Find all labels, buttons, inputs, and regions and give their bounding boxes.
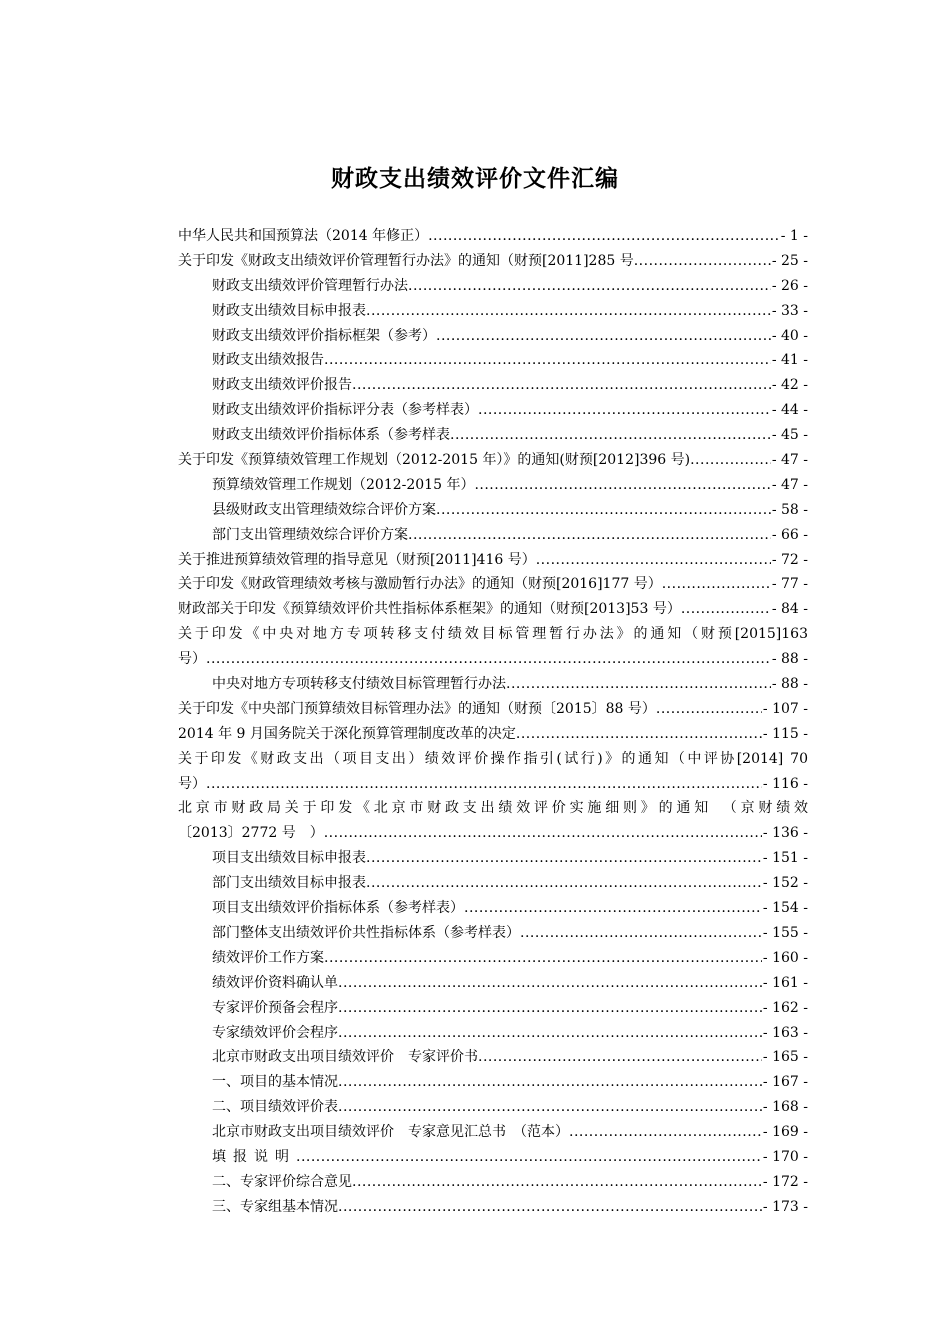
toc-entry-text: 财政支出绩效目标申报表 bbox=[212, 302, 366, 319]
toc-page-number: - 152 - bbox=[762, 875, 808, 892]
dot-leader bbox=[324, 821, 762, 846]
toc-entry[interactable] bbox=[178, 1170, 808, 1195]
dot-leader bbox=[690, 448, 771, 473]
toc-page-number: - 26 - bbox=[771, 277, 808, 294]
toc-entry-text: 中华人民共和国预算法（2014 年修正） bbox=[178, 228, 429, 244]
toc-entry-text: 绩效评价工作方案 bbox=[212, 949, 324, 966]
dot-leader bbox=[634, 249, 771, 274]
toc-entry-text: 部门整体支出绩效评价共性指标体系（参考样表） bbox=[212, 924, 520, 941]
toc-page-number: - 47 - bbox=[771, 452, 808, 469]
toc-entry[interactable] bbox=[178, 548, 808, 573]
toc-page-number: - 84 - bbox=[771, 601, 808, 618]
dot-leader bbox=[536, 548, 771, 573]
toc-entry[interactable] bbox=[178, 846, 808, 871]
toc-entry-text: 预算绩效管理工作规划（2012-2015 年） bbox=[212, 476, 475, 493]
toc-entry-text: 项目支出绩效目标申报表 bbox=[212, 850, 366, 867]
toc-entry-text: 二、专家评价综合意见 bbox=[212, 1173, 352, 1190]
toc-entry-text: 2014 年 9 月国务院关于深化预算管理制度改革的决定 bbox=[178, 725, 516, 742]
toc-entry-text: 财政支出绩效评价管理暂行办法 bbox=[212, 277, 408, 294]
toc-page-number: - 169 - bbox=[762, 1124, 808, 1141]
toc-entry[interactable] bbox=[178, 622, 808, 672]
toc-entry[interactable] bbox=[178, 373, 808, 398]
toc-entry[interactable] bbox=[178, 871, 808, 896]
dot-leader bbox=[516, 722, 762, 747]
toc-page-number: - 136 - bbox=[762, 825, 808, 842]
toc-entry[interactable] bbox=[178, 299, 808, 324]
toc-page-number: - 44 - bbox=[771, 402, 808, 419]
dot-leader bbox=[296, 1145, 762, 1170]
toc-entry-text: 关于推进预算绩效管理的指导意见（财预[2011]416 号） bbox=[178, 551, 536, 568]
dot-leader bbox=[506, 672, 771, 697]
toc-page-number: - 45 - bbox=[771, 427, 808, 444]
toc-page-number: - 72 - bbox=[771, 551, 808, 568]
toc-page-number: - 88 - bbox=[771, 676, 808, 693]
dot-leader bbox=[366, 299, 771, 324]
dot-leader bbox=[569, 1120, 762, 1145]
toc-page-number: - 115 - bbox=[762, 725, 808, 742]
toc-entry[interactable] bbox=[178, 498, 808, 523]
toc-page-number: - 162 - bbox=[762, 999, 808, 1016]
toc-entry[interactable] bbox=[178, 996, 808, 1021]
toc-entry[interactable] bbox=[178, 398, 808, 423]
toc-entry[interactable] bbox=[178, 747, 808, 797]
toc-entry-text: 财政支出绩效评价指标评分表（参考样表） bbox=[212, 402, 478, 419]
toc-page-number: - 58 - bbox=[771, 501, 808, 518]
dot-leader bbox=[681, 597, 771, 622]
toc-page-number: - 151 - bbox=[762, 850, 808, 867]
toc-entry[interactable] bbox=[178, 473, 808, 498]
dot-leader bbox=[450, 423, 771, 448]
dot-leader bbox=[352, 1170, 762, 1195]
toc-entry[interactable] bbox=[178, 1195, 808, 1220]
toc-entry-text: 部门支出管理绩效综合评价方案 bbox=[212, 526, 408, 543]
toc-entry-text: 中央对地方专项转移支付绩效目标管理暂行办法 bbox=[212, 676, 506, 693]
dot-leader bbox=[206, 647, 771, 672]
dot-leader bbox=[436, 324, 771, 349]
dot-leader bbox=[408, 523, 771, 548]
dot-leader bbox=[338, 1070, 762, 1095]
toc-page-number: - 154 - bbox=[762, 900, 808, 917]
toc-entry-text: 关于印发《中央部门预算绩效目标管理办法》的通知（财预〔2015〕88 号） bbox=[178, 700, 656, 717]
toc-entry-text: 专家绩效评价会程序 bbox=[212, 1024, 338, 1041]
toc-entry-text: 关于印发《财政支出（项目支出）绩效评价操作指引(试行)》的通知（中评协[2014] 70 bbox=[178, 750, 808, 767]
toc-page-number: - 107 - bbox=[762, 700, 808, 717]
dot-leader bbox=[478, 398, 771, 423]
toc-entry[interactable] bbox=[178, 423, 808, 448]
toc-entry[interactable] bbox=[178, 324, 808, 349]
dot-leader bbox=[656, 697, 762, 722]
toc-entry[interactable] bbox=[178, 224, 808, 249]
toc-page-number: - 116 - bbox=[762, 775, 808, 792]
toc-entry[interactable] bbox=[178, 672, 808, 697]
toc-entry-text: 财政支出绩效评价指标体系（参考样表 bbox=[212, 427, 450, 444]
toc-page-number: - 167 - bbox=[762, 1074, 808, 1091]
toc-entry[interactable] bbox=[178, 1021, 808, 1046]
toc-entry-text: 财政支出绩效评价报告 bbox=[212, 377, 352, 394]
toc-page-number: - 42 - bbox=[771, 377, 808, 394]
dot-leader bbox=[338, 1095, 762, 1120]
document-title: 财政支出绩效评价文件汇编 bbox=[331, 166, 619, 192]
dot-leader bbox=[366, 846, 762, 871]
toc-page-number: - 163 - bbox=[762, 1024, 808, 1041]
toc-entry[interactable] bbox=[178, 1095, 808, 1120]
toc-entry-text: 关于印发《财政支出绩效评价管理暂行办法》的通知（财预[2011]285 号 bbox=[178, 252, 634, 269]
toc-entry[interactable] bbox=[178, 796, 808, 846]
dot-leader bbox=[464, 896, 762, 921]
toc-page-number: - 155 - bbox=[762, 924, 808, 941]
toc-entry[interactable] bbox=[178, 896, 808, 921]
toc-entry[interactable] bbox=[178, 274, 808, 299]
toc-entry-text-continued: 号） bbox=[178, 651, 206, 668]
toc-page-number: - 165 - bbox=[762, 1049, 808, 1066]
toc-entry[interactable] bbox=[178, 921, 808, 946]
toc-entry[interactable] bbox=[178, 348, 808, 373]
toc-page-number: - 25 - bbox=[771, 252, 808, 269]
toc-entry[interactable] bbox=[178, 1145, 808, 1170]
dot-leader bbox=[338, 996, 762, 1021]
toc-entry-text: 北京市财政支出项目绩效评价 专家评价书 bbox=[212, 1049, 478, 1066]
toc-entry[interactable] bbox=[178, 722, 808, 747]
toc-entry-text: 财政支出绩效评价指标框架（参考） bbox=[212, 327, 436, 344]
dot-leader bbox=[324, 946, 762, 971]
toc-entry-text: 关于印发《预算绩效管理工作规划（2012-2015 年）》的通知(财预[2012]396 号) bbox=[178, 452, 691, 469]
toc-page-number: - 41 - bbox=[771, 352, 808, 369]
dot-leader bbox=[338, 1195, 762, 1220]
toc-page-number: - 173 - bbox=[762, 1198, 808, 1215]
dot-leader bbox=[436, 498, 771, 523]
dot-leader bbox=[478, 1045, 762, 1070]
toc-page-number: - 161 - bbox=[762, 974, 808, 991]
toc-entry[interactable] bbox=[178, 697, 808, 722]
dot-leader bbox=[428, 224, 780, 249]
toc-entry-text: 项目支出绩效评价指标体系（参考样表） bbox=[212, 900, 464, 917]
toc-page-number: - 172 - bbox=[762, 1173, 808, 1190]
toc-entry-text: 财政部关于印发《预算绩效评价共性指标体系框架》的通知（财预[2013]53 号） bbox=[178, 601, 681, 618]
toc-page-number: - 170 - bbox=[762, 1148, 808, 1165]
dot-leader bbox=[474, 473, 770, 498]
toc-entry-text: 财政支出绩效报告 bbox=[212, 352, 324, 369]
toc-entry[interactable] bbox=[178, 1045, 808, 1070]
dot-leader bbox=[662, 572, 771, 597]
dot-leader bbox=[408, 274, 771, 299]
toc-page-number: - 47 - bbox=[771, 476, 808, 493]
dot-leader bbox=[324, 348, 771, 373]
toc-page-number: - 33 - bbox=[771, 302, 808, 319]
toc-entry[interactable] bbox=[178, 249, 808, 274]
toc-page-number: - 77 - bbox=[771, 576, 808, 593]
toc-entry-continuation bbox=[178, 647, 808, 672]
dot-leader bbox=[206, 772, 762, 797]
toc-entry-text: 绩效评价资料确认单 bbox=[212, 974, 338, 991]
toc-entry[interactable] bbox=[178, 448, 808, 473]
toc-entry-text: 关于印发《中央对地方专项转移支付绩效目标管理暂行办法》的通知（财预[2015]163 bbox=[178, 626, 808, 643]
toc-page-number: - 1 - bbox=[780, 228, 808, 244]
toc-entry[interactable] bbox=[178, 946, 808, 971]
toc-entry-text-continued: 〔2013〕2772 号 ） bbox=[178, 825, 324, 842]
dot-leader bbox=[366, 871, 762, 896]
toc-entry-text: 三、专家组基本情况 bbox=[212, 1198, 338, 1215]
toc-entry[interactable] bbox=[178, 597, 808, 622]
toc-page-number: - 168 - bbox=[762, 1099, 808, 1116]
toc-page-number: - 160 - bbox=[762, 949, 808, 966]
toc-entry-text: 县级财政支出管理绩效综合评价方案 bbox=[212, 501, 436, 518]
toc-entry[interactable] bbox=[178, 572, 808, 597]
toc-entry-text: 北京市财政支出项目绩效评价 专家意见汇总书 （范本） bbox=[212, 1124, 569, 1141]
dot-leader bbox=[520, 921, 762, 946]
toc-entry[interactable] bbox=[178, 1120, 808, 1145]
toc-entry[interactable] bbox=[178, 1070, 808, 1095]
toc-entry-text: 一、项目的基本情况 bbox=[212, 1074, 338, 1091]
toc-page-number: - 88 - bbox=[771, 651, 808, 668]
toc-entry-text: 二、项目绩效评价表 bbox=[212, 1099, 338, 1116]
dot-leader bbox=[338, 971, 762, 996]
toc-page-number: - 40 - bbox=[771, 327, 808, 344]
toc-entry[interactable] bbox=[178, 523, 808, 548]
toc-entry-text: 部门支出绩效目标申报表 bbox=[212, 875, 366, 892]
toc-entry-continuation bbox=[178, 821, 808, 846]
dot-leader bbox=[352, 373, 771, 398]
toc-page-number: - 66 - bbox=[771, 526, 808, 543]
toc-entry-text: 填报说明 bbox=[212, 1148, 296, 1165]
toc-entry[interactable] bbox=[178, 971, 808, 996]
dot-leader bbox=[338, 1021, 762, 1046]
toc-entry-text: 关于印发《财政管理绩效考核与激励暂行办法》的通知（财预[2016]177 号） bbox=[178, 576, 662, 593]
toc-entry-text-continued: 号） bbox=[178, 775, 206, 792]
toc-entry-continuation bbox=[178, 772, 808, 797]
toc-entry-text: 专家评价预备会程序 bbox=[212, 999, 338, 1016]
toc-entry-text: 北京市财政局关于印发《北京市财政支出绩效评价实施细则》的通知 （京财绩效 bbox=[178, 800, 808, 817]
table-of-contents bbox=[178, 224, 808, 1220]
